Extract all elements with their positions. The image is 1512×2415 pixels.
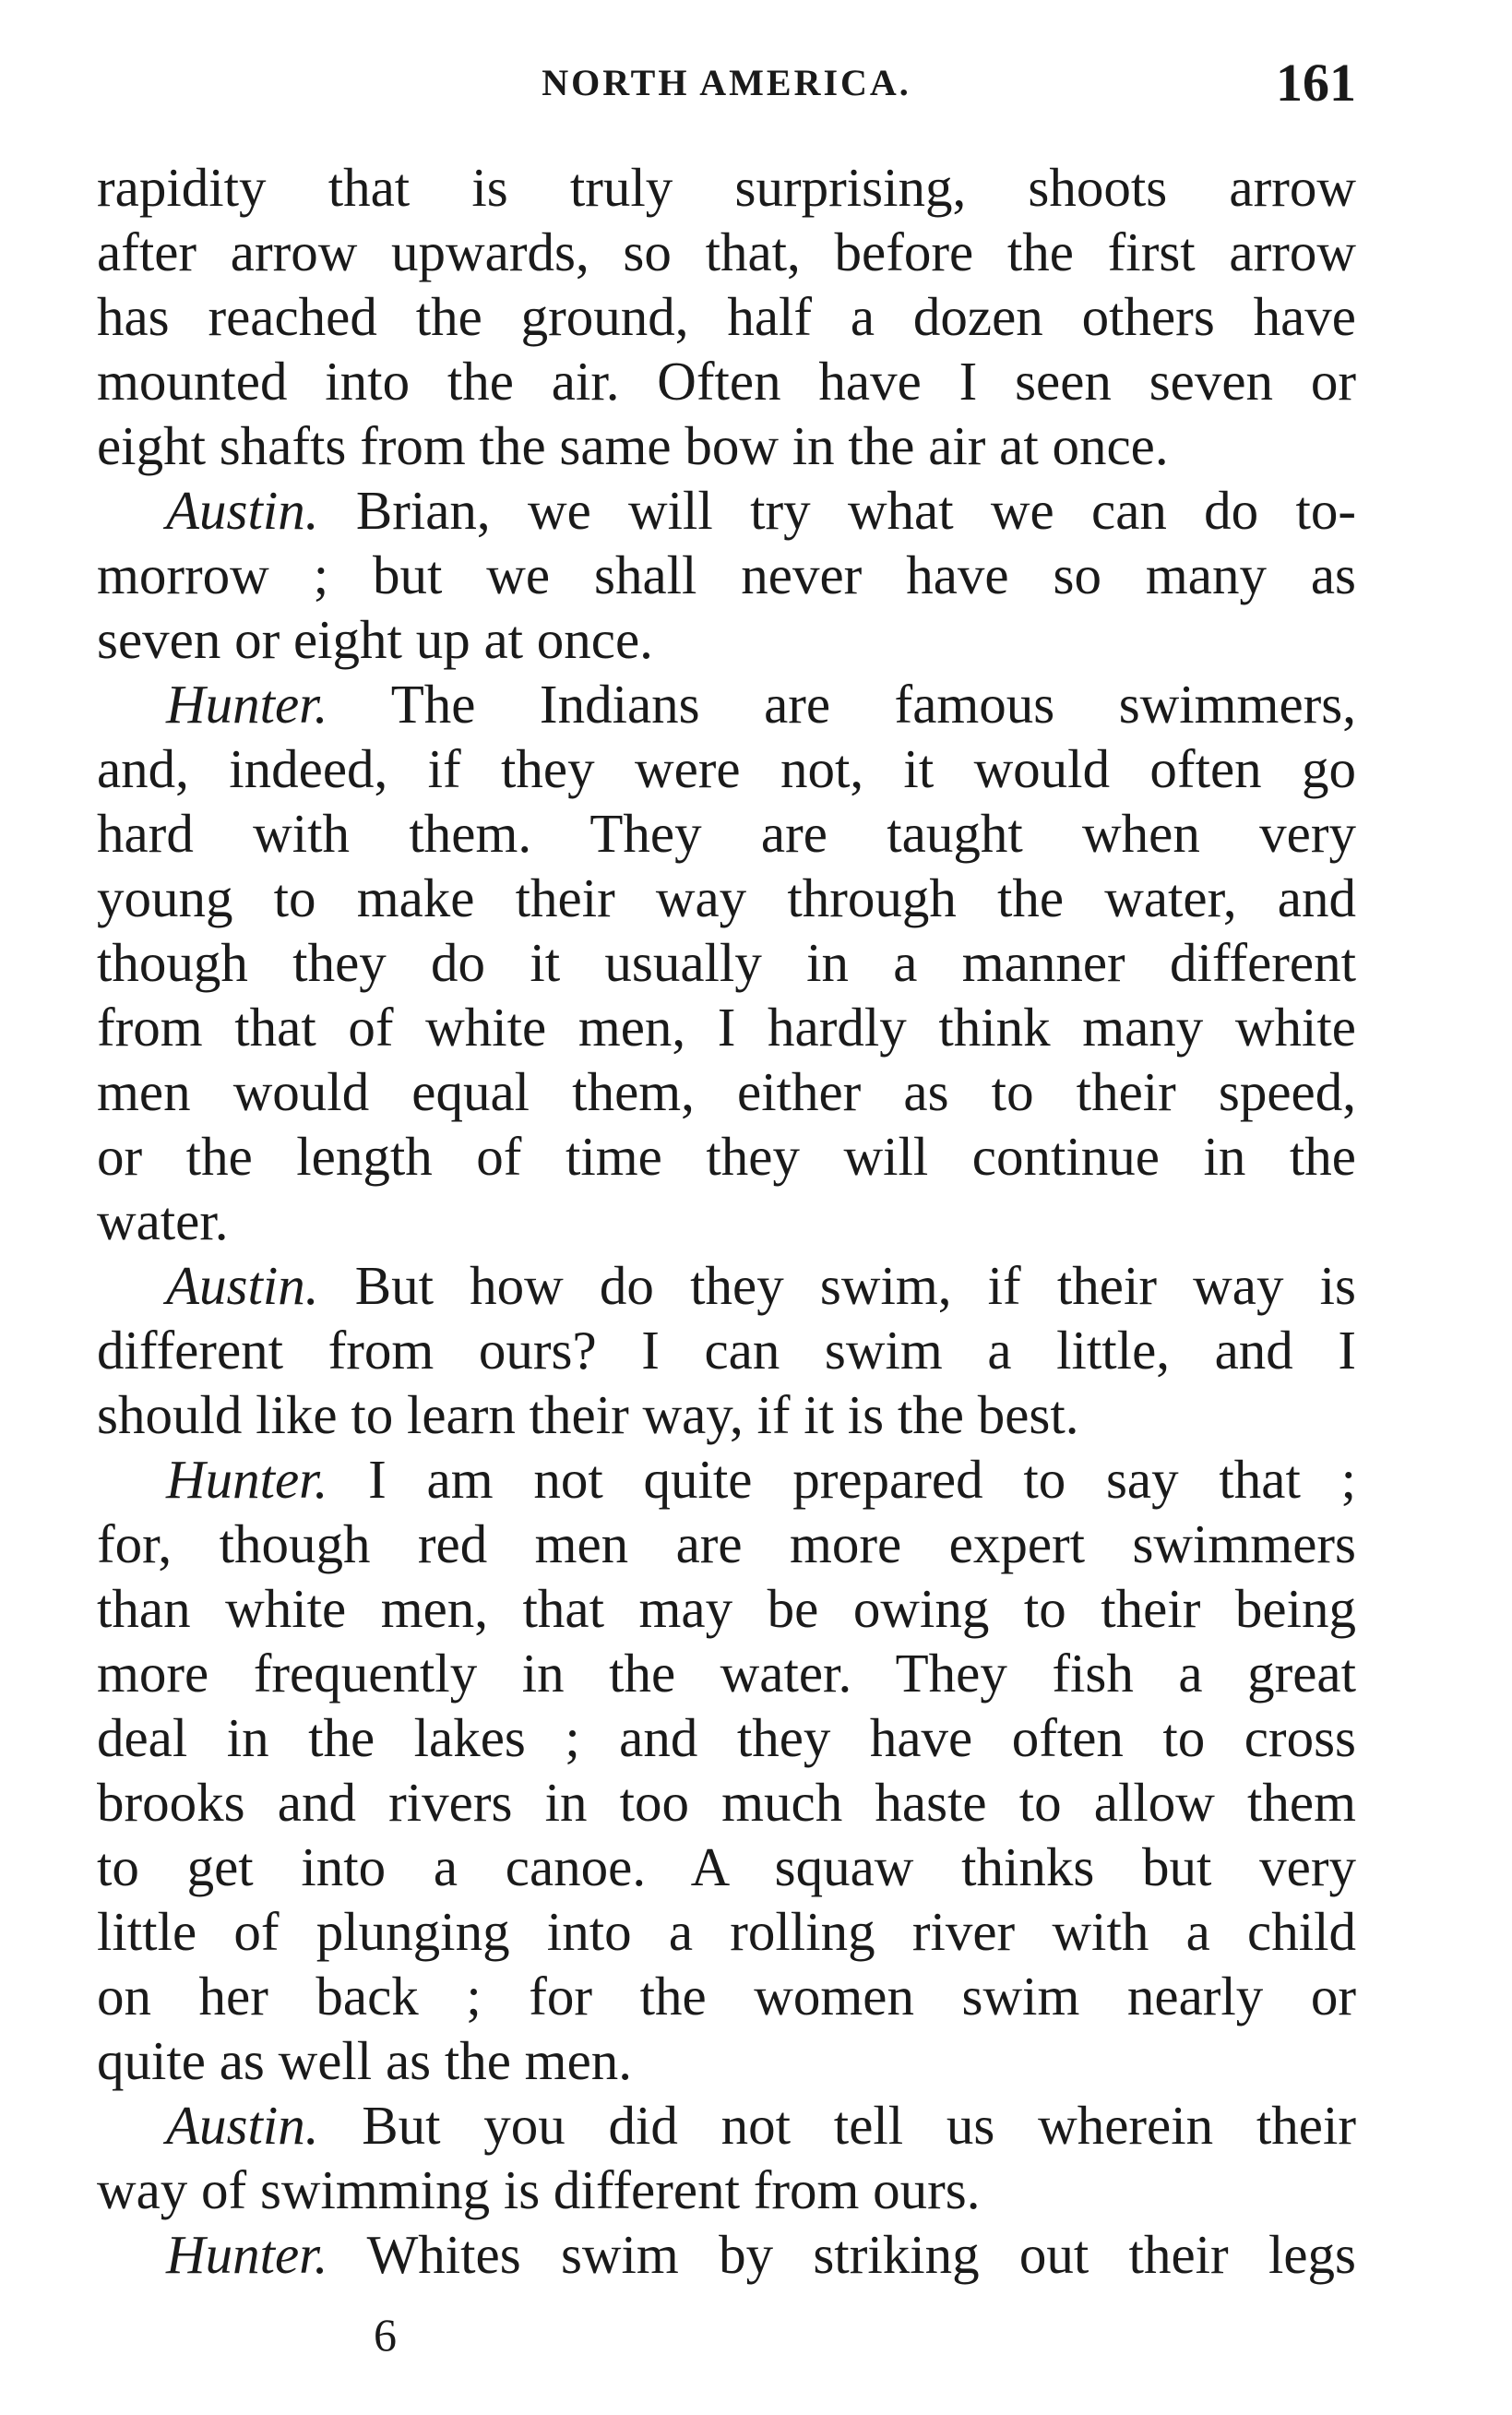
text-line bbox=[97, 349, 1356, 413]
line-text: morrow ; but we shall never have so many as bbox=[97, 544, 1356, 605]
text-line bbox=[97, 1835, 1356, 1899]
line-text: brooks and rivers in too much haste to allow them bbox=[97, 1772, 1356, 1833]
running-title: NORTH AMERICA. bbox=[542, 62, 911, 103]
text-line bbox=[97, 478, 1356, 543]
speaker-name: Hunter. bbox=[166, 1449, 328, 1510]
text-line bbox=[97, 1124, 1356, 1189]
text-line bbox=[97, 413, 1356, 478]
line-text: young to make their way through the water, and bbox=[97, 867, 1356, 928]
line-text: though they do it usually in a manner different bbox=[97, 932, 1356, 993]
line-text: rapidity that is truly surprising, shoots arrow bbox=[97, 157, 1356, 218]
text-line bbox=[97, 1770, 1356, 1835]
text-line bbox=[97, 155, 1356, 220]
line-text: little of plunging into a rolling river with a child bbox=[97, 1901, 1356, 1962]
line-text: Brian, we will try what we can do to- bbox=[318, 480, 1356, 541]
signature-mark: 6 bbox=[374, 2309, 397, 2361]
page-number: 161 bbox=[1276, 53, 1356, 113]
text-line bbox=[97, 995, 1356, 1059]
text-line bbox=[97, 1576, 1356, 1641]
text-line bbox=[97, 1318, 1356, 1382]
line-text: deal in the lakes ; and they have often to cross bbox=[97, 1707, 1356, 1768]
line-text: But how do they swim, if their way is bbox=[318, 1255, 1356, 1316]
text-line bbox=[97, 220, 1356, 284]
line-text: men would equal them, either as to their speed, bbox=[97, 1061, 1356, 1122]
line-text: mounted into the air. Often have I seen seven or bbox=[97, 351, 1356, 412]
text-line bbox=[97, 1253, 1356, 1318]
line-text: The Indians are famous swimmers, bbox=[327, 674, 1356, 735]
line-text: I am not quite prepared to say that ; bbox=[327, 1449, 1356, 1510]
text-line bbox=[97, 1189, 1356, 1253]
line-text: quite as well as the men. bbox=[97, 2030, 633, 2091]
line-text: hard with them. They are taught when very bbox=[97, 803, 1356, 864]
speaker-name: Hunter. bbox=[166, 2224, 328, 2285]
line-text: for, though red men are more expert swimmers bbox=[97, 1513, 1356, 1574]
line-text: has reached the ground, half a dozen others have bbox=[97, 286, 1356, 347]
text-line bbox=[97, 284, 1356, 349]
line-text: from that of white men, I hardly think many white bbox=[97, 997, 1356, 1058]
body-text bbox=[97, 155, 1356, 2287]
text-line bbox=[97, 607, 1356, 672]
text-line bbox=[97, 1964, 1356, 2028]
line-text: eight shafts from the same bow in the air at once. bbox=[97, 415, 1169, 476]
text-line bbox=[97, 2222, 1356, 2287]
text-line bbox=[97, 1899, 1356, 1964]
speaker-name: Austin. bbox=[166, 2095, 319, 2156]
speaker-name: Austin. bbox=[166, 1255, 319, 1316]
text-line bbox=[97, 672, 1356, 736]
line-text: But you did not tell us wherein their bbox=[318, 2095, 1356, 2156]
line-text: water. bbox=[97, 1190, 229, 1251]
text-line bbox=[97, 2093, 1356, 2158]
line-text: on her back ; for the women swim nearly or bbox=[97, 1966, 1356, 2026]
line-text: should like to learn their way, if it is the best. bbox=[97, 1384, 1079, 1445]
line-text: or the length of time they will continue in the bbox=[97, 1126, 1356, 1187]
line-text: different from ours? I can swim a little, and I bbox=[97, 1320, 1356, 1381]
speaker-name: Austin. bbox=[166, 480, 319, 541]
text-line bbox=[97, 2028, 1356, 2093]
speaker-name: Hunter. bbox=[166, 674, 328, 735]
text-line bbox=[97, 930, 1356, 995]
line-text: after arrow upwards, so that, before the first arrow bbox=[97, 221, 1356, 282]
line-text: and, indeed, if they were not, it would often go bbox=[97, 738, 1356, 799]
line-text: more frequently in the water. They fish a great bbox=[97, 1643, 1356, 1704]
text-line bbox=[97, 801, 1356, 866]
text-line bbox=[97, 543, 1356, 607]
text-line bbox=[97, 1512, 1356, 1576]
line-text: Whites swim by striking out their legs bbox=[327, 2224, 1356, 2285]
text-line bbox=[97, 736, 1356, 801]
text-line bbox=[97, 1705, 1356, 1770]
text-line bbox=[97, 2158, 1356, 2222]
line-text: seven or eight up at once. bbox=[97, 609, 653, 670]
text-line bbox=[97, 1447, 1356, 1512]
line-text: way of swimming is different from ours. bbox=[97, 2159, 981, 2220]
text-line bbox=[97, 1382, 1356, 1447]
text-line bbox=[97, 1641, 1356, 1705]
text-line bbox=[97, 1059, 1356, 1124]
line-text: to get into a canoe. A squaw thinks but very bbox=[97, 1836, 1356, 1897]
text-line bbox=[97, 866, 1356, 930]
running-head bbox=[97, 51, 1356, 115]
line-text: than white men, that may be owing to their being bbox=[97, 1578, 1356, 1639]
